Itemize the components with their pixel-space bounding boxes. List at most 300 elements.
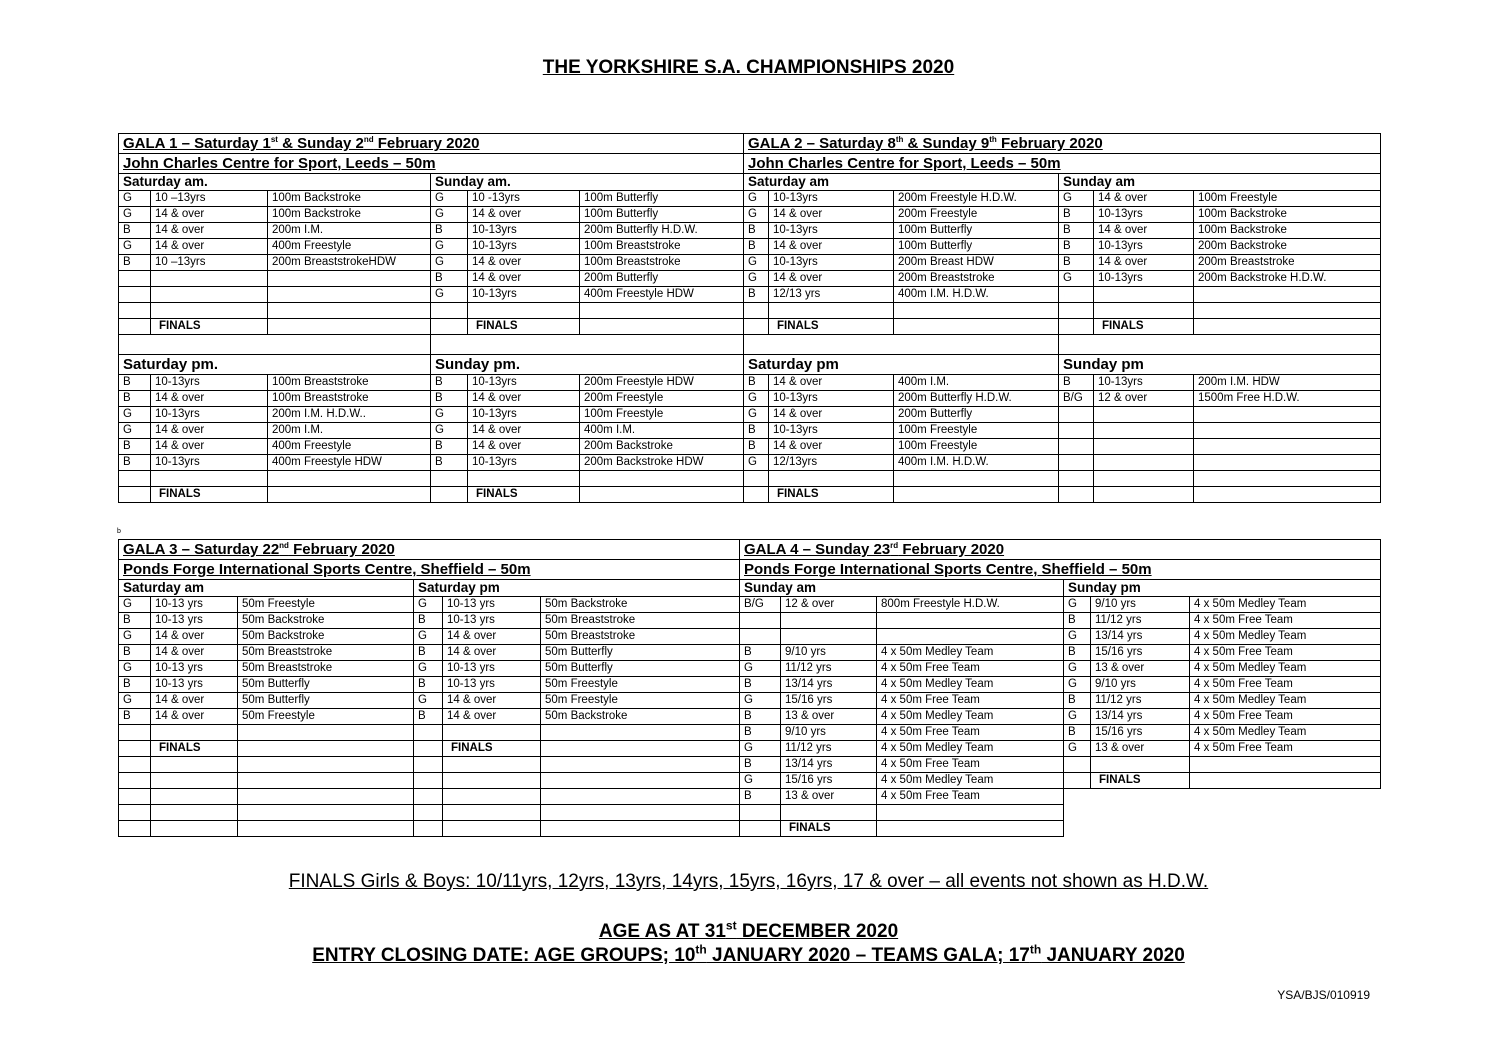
age-cell: 14 & over [443, 629, 541, 645]
age-cell: 14 & over [151, 207, 268, 223]
gender-cell [119, 303, 151, 319]
gender-cell: B [119, 645, 151, 661]
gala-4-title: GALA 4 – Sunday 23rd February 2020 [740, 540, 1381, 560]
session-header: Sunday pm [1059, 355, 1381, 375]
gender-cell: G [1064, 709, 1091, 725]
session-header: Saturday am. [119, 174, 431, 191]
event-row [119, 487, 1381, 503]
age-cell: 10-13yrs [1094, 271, 1194, 287]
age-cell: 14 & over [151, 439, 268, 455]
gender-cell [1059, 287, 1094, 303]
session-header: Saturday pm [414, 580, 740, 597]
event-cell [238, 757, 414, 773]
event-cell: 200m I.M. [268, 223, 431, 239]
age-cell: 14 & over [443, 709, 541, 725]
event-cell [580, 303, 744, 319]
age-cell [1094, 303, 1194, 319]
gender-cell: B/G [740, 597, 781, 613]
event-row [119, 741, 1381, 757]
age-cell: FINALS [151, 487, 268, 503]
event-cell [268, 471, 431, 487]
gender-cell: B [119, 455, 151, 471]
age-cell: 10-13yrs [1094, 375, 1194, 391]
age-cell: 10-13yrs [769, 255, 894, 271]
age-cell: FINALS [468, 487, 580, 503]
age-cell: 9/10 yrs [781, 645, 877, 661]
age-cell [151, 471, 268, 487]
event-cell: 100m Breaststroke [268, 375, 431, 391]
event-cell: 4 x 50m Free Team [877, 661, 1064, 677]
gender-cell: G [744, 271, 769, 287]
event-row [119, 255, 1381, 271]
age-cell [443, 789, 541, 805]
event-cell: 100m Butterfly [580, 207, 744, 223]
gala-4-venue: Ponds Forge International Sports Centre, Sheffield – 50m [740, 560, 1381, 580]
event-cell: 100m Freestyle [894, 439, 1059, 455]
age-note: AGE AS AT 31st DECEMBER 2020 [598, 918, 899, 942]
gender-cell: B [119, 439, 151, 455]
age-cell: 14 & over [769, 439, 894, 455]
age-cell: 14 & over [468, 423, 580, 439]
session-header: Saturday pm [744, 355, 1059, 375]
event-row [119, 191, 1381, 207]
gender-cell: B [431, 223, 468, 239]
age-cell: 10-13yrs [151, 455, 268, 471]
gender-cell: G [119, 661, 151, 677]
age-cell [1094, 439, 1194, 455]
finals-note: FINALS Girls & Boys: 10/11yrs, 12yrs, 13yrs, 14yrs, 15yrs, 16yrs, 17 & over – all events not shown as H.D.W. [288, 871, 1209, 892]
age-cell: 10 –13yrs [151, 191, 268, 207]
age-cell [1094, 287, 1194, 303]
gender-cell: G [744, 455, 769, 471]
event-cell: 200m Butterfly H.D.W. [894, 391, 1059, 407]
gender-cell: B [431, 391, 468, 407]
gender-cell [119, 821, 151, 837]
session-header: Sunday pm. [431, 355, 744, 375]
event-cell: 4 x 50m Free Team [877, 693, 1064, 709]
age-cell [443, 821, 541, 837]
gala-1-venue: John Charles Centre for Sport, Leeds – 50m [119, 154, 744, 174]
event-cell: 100m Freestyle [894, 423, 1059, 439]
event-cell: 4 x 50m Medley Team [1190, 597, 1381, 613]
event-row [119, 423, 1381, 439]
age-cell: 15/16 yrs [781, 693, 877, 709]
age-cell: 12 & over [781, 597, 877, 613]
gender-cell: B [744, 287, 769, 303]
event-row [119, 613, 1381, 629]
event-cell [1194, 287, 1381, 303]
event-cell: 4 x 50m Medley Team [877, 645, 1064, 661]
age-cell: 10-13yrs [151, 375, 268, 391]
age-cell [151, 303, 268, 319]
gender-cell: B [119, 223, 151, 239]
age-cell: 10-13yrs [468, 407, 580, 423]
event-cell: 200m Backstroke [1194, 239, 1381, 255]
gender-cell [1059, 487, 1094, 503]
gender-cell: G [431, 407, 468, 423]
gender-cell: G [744, 255, 769, 271]
age-cell [151, 725, 238, 741]
gender-cell: B [414, 613, 443, 629]
age-cell: 13/14 yrs [781, 677, 877, 693]
age-cell: 15/16 yrs [1091, 645, 1190, 661]
gender-cell [1059, 455, 1094, 471]
age-cell: 14 & over [769, 375, 894, 391]
age-cell: 15/16 yrs [781, 773, 877, 789]
event-cell: 50m Freestyle [238, 597, 414, 613]
age-cell: 14 & over [151, 223, 268, 239]
event-cell: 50m Backstroke [541, 709, 740, 725]
age-cell [151, 773, 238, 789]
gala-2-venue: John Charles Centre for Sport, Leeds – 50m [744, 154, 1381, 174]
age-cell: 10-13yrs [1094, 239, 1194, 255]
gender-cell: B/G [1059, 391, 1094, 407]
age-cell: 10-13yrs [468, 223, 580, 239]
age-cell: 10-13yrs [468, 287, 580, 303]
gender-cell: G [431, 239, 468, 255]
event-cell [1194, 471, 1381, 487]
gender-cell [119, 271, 151, 287]
event-row [119, 709, 1381, 725]
event-cell: 50m Breaststroke [541, 613, 740, 629]
age-cell [1091, 757, 1190, 773]
document-reference: YSA/BJS/010919 [1277, 988, 1370, 1002]
spacer-cell [119, 335, 431, 355]
gender-cell: B [740, 725, 781, 741]
age-cell: 10-13 yrs [443, 597, 541, 613]
event-cell: 100m Freestyle [580, 407, 744, 423]
event-cell: 800m Freestyle H.D.W. [877, 597, 1064, 613]
event-cell: 400m I.M. H.D.W. [894, 455, 1059, 471]
gender-cell [414, 725, 443, 741]
gender-cell: G [414, 693, 443, 709]
gender-cell: B [1059, 207, 1094, 223]
event-cell [1194, 487, 1381, 503]
age-cell: 11/12 yrs [781, 661, 877, 677]
event-cell [541, 725, 740, 741]
event-cell: 50m Breaststroke [541, 629, 740, 645]
gender-cell [740, 805, 781, 821]
event-row [119, 645, 1381, 661]
age-cell: 13 & over [1091, 741, 1190, 757]
gender-cell: G [119, 629, 151, 645]
event-row [119, 629, 1381, 645]
session-header: Sunday am. [431, 174, 744, 191]
gender-cell [740, 821, 781, 837]
event-cell [238, 741, 414, 757]
gender-cell: B [431, 271, 468, 287]
event-cell: 100m Breaststroke [580, 239, 744, 255]
gender-cell: G [740, 661, 781, 677]
gender-cell [1059, 423, 1094, 439]
gender-cell [431, 487, 468, 503]
event-cell: 100m Backstroke [268, 207, 431, 223]
gender-cell [744, 471, 769, 487]
event-cell: 400m I.M. H.D.W. [894, 287, 1059, 303]
age-cell: 14 & over [443, 693, 541, 709]
event-cell [541, 741, 740, 757]
gender-cell: G [1064, 741, 1091, 757]
gender-cell [414, 757, 443, 773]
gala-3-4-table [118, 539, 1381, 837]
event-cell: 4 x 50m Medley Team [1190, 725, 1381, 741]
gender-cell [119, 805, 151, 821]
event-cell [238, 773, 414, 789]
age-cell: FINALS [151, 319, 268, 335]
session-header: Sunday am [740, 580, 1064, 597]
event-cell: 200m Butterfly [580, 271, 744, 287]
event-cell: 200m Breaststroke [894, 271, 1059, 287]
age-cell: FINALS [769, 487, 894, 503]
event-cell: 200m Breast HDW [894, 255, 1059, 271]
gender-cell: B [1064, 725, 1091, 741]
age-cell: 10-13 yrs [151, 613, 238, 629]
event-cell [268, 319, 431, 335]
age-cell: 14 & over [151, 709, 238, 725]
event-cell [1194, 423, 1381, 439]
age-cell: 13/14 yrs [1091, 629, 1190, 645]
gender-cell [1059, 407, 1094, 423]
event-row [119, 821, 1381, 837]
gala-1-2-table [118, 133, 1381, 503]
gender-cell [119, 487, 151, 503]
event-cell [238, 821, 414, 837]
gender-cell: B [740, 709, 781, 725]
gala-3-title: GALA 3 – Saturday 22nd February 2020 [119, 540, 740, 560]
event-cell: 100m Backstroke [1194, 223, 1381, 239]
event-row [119, 207, 1381, 223]
gender-cell [414, 805, 443, 821]
event-cell: 50m Butterfly [238, 677, 414, 693]
age-cell: 10-13yrs [468, 455, 580, 471]
event-cell: 4 x 50m Free Team [877, 757, 1064, 773]
event-cell: 4 x 50m Free Team [877, 725, 1064, 741]
gender-cell [414, 821, 443, 837]
event-cell [894, 487, 1059, 503]
event-cell: 100m Backstroke [1194, 207, 1381, 223]
gender-cell: B [1059, 375, 1094, 391]
gender-cell [119, 741, 151, 757]
gender-cell [1059, 471, 1094, 487]
gender-cell [740, 629, 781, 645]
age-cell: 11/12 yrs [1091, 693, 1190, 709]
age-cell: FINALS [781, 821, 877, 837]
event-cell [268, 287, 431, 303]
gender-cell [1064, 773, 1091, 789]
event-cell: 200m Breaststroke [1194, 255, 1381, 271]
gender-cell [119, 471, 151, 487]
event-cell: 100m Butterfly [894, 223, 1059, 239]
event-cell: 400m I.M. [894, 375, 1059, 391]
gender-cell: B [1059, 223, 1094, 239]
age-cell: 10 –13yrs [151, 255, 268, 271]
gender-cell: G [744, 391, 769, 407]
age-cell [151, 271, 268, 287]
gender-cell: G [1059, 271, 1094, 287]
gender-cell: G [1064, 661, 1091, 677]
event-row [119, 239, 1381, 255]
age-cell: 13 & over [1091, 661, 1190, 677]
age-cell: 14 & over [769, 407, 894, 423]
age-cell: 14 & over [151, 423, 268, 439]
gender-cell: G [1064, 597, 1091, 613]
gender-cell [1059, 303, 1094, 319]
event-cell [238, 789, 414, 805]
gender-cell: B [1059, 239, 1094, 255]
event-cell: 200m Backstroke HDW [580, 455, 744, 471]
event-row [119, 471, 1381, 487]
gender-cell: G [119, 597, 151, 613]
gender-cell: B [119, 375, 151, 391]
age-cell: FINALS [151, 741, 238, 757]
age-cell: 10 -13yrs [468, 191, 580, 207]
event-cell: 4 x 50m Free Team [1190, 741, 1381, 757]
event-cell: 200m Backstroke [580, 439, 744, 455]
gender-cell [414, 741, 443, 757]
event-cell: 4 x 50m Free Team [877, 789, 1064, 805]
event-row [119, 677, 1381, 693]
age-cell: 14 & over [468, 207, 580, 223]
age-cell: 14 & over [468, 391, 580, 407]
gender-cell: B [1059, 255, 1094, 271]
event-cell: 100m Backstroke [268, 191, 431, 207]
age-cell: 13/14 yrs [781, 757, 877, 773]
gender-cell: G [414, 597, 443, 613]
event-cell: 200m I.M. [268, 423, 431, 439]
event-cell [541, 757, 740, 773]
gender-cell: B [744, 239, 769, 255]
age-cell: 14 & over [468, 439, 580, 455]
gender-cell: B [744, 423, 769, 439]
age-cell [443, 773, 541, 789]
age-cell: 14 & over [151, 693, 238, 709]
event-cell: 50m Butterfly [541, 645, 740, 661]
gender-cell: B [431, 439, 468, 455]
event-cell: 50m Butterfly [541, 661, 740, 677]
event-cell: 400m I.M. [580, 423, 744, 439]
event-cell: 4 x 50m Medley Team [1190, 661, 1381, 677]
event-cell: 200m I.M. H.D.W.. [268, 407, 431, 423]
gender-cell: G [119, 423, 151, 439]
event-cell: 200m Freestyle H.D.W. [894, 191, 1059, 207]
event-cell [238, 805, 414, 821]
gender-cell: G [119, 207, 151, 223]
event-row [119, 271, 1381, 287]
age-cell [1094, 407, 1194, 423]
gender-cell: B [740, 645, 781, 661]
gender-cell [119, 789, 151, 805]
event-row [119, 597, 1381, 613]
event-cell [877, 805, 1064, 821]
gala-2-title: GALA 2 – Saturday 8th & Sunday 9th February 2020 [744, 134, 1381, 154]
age-cell: 10-13 yrs [151, 677, 238, 693]
event-cell: 200m BreaststrokeHDW [268, 255, 431, 271]
event-row [119, 223, 1381, 239]
age-cell: 10-13 yrs [443, 677, 541, 693]
event-cell [1194, 455, 1381, 471]
gender-cell [1059, 439, 1094, 455]
gender-cell: G [744, 191, 769, 207]
event-cell: 200m Freestyle HDW [580, 375, 744, 391]
event-cell: 4 x 50m Medley Team [877, 741, 1064, 757]
entry-closing-date: ENTRY CLOSING DATE: AGE GROUPS; 10th JANUARY 2020 – TEAMS GALA; 17th JANUARY 2020 [312, 942, 1185, 966]
event-row [119, 693, 1381, 709]
gender-cell: G [414, 661, 443, 677]
stray-mark: b [117, 528, 121, 535]
age-cell: 14 & over [151, 645, 238, 661]
gender-cell: B [740, 677, 781, 693]
event-cell: 100m Breaststroke [580, 255, 744, 271]
age-cell: 10-13yrs [1094, 207, 1194, 223]
age-cell: 13 & over [781, 789, 877, 805]
age-cell: 9/10 yrs [1091, 597, 1190, 613]
event-cell [541, 773, 740, 789]
age-cell: 10-13 yrs [151, 597, 238, 613]
event-cell [894, 319, 1059, 335]
gender-cell: G [1064, 629, 1091, 645]
age-cell: 14 & over [468, 255, 580, 271]
gender-cell: G [740, 693, 781, 709]
age-cell: 13/14 yrs [1091, 709, 1190, 725]
event-cell [1190, 757, 1381, 773]
gender-cell: G [740, 741, 781, 757]
session-header: Saturday pm. [119, 355, 431, 375]
event-cell: 400m Freestyle HDW [580, 287, 744, 303]
gender-cell [744, 303, 769, 319]
age-cell [151, 805, 238, 821]
event-cell [541, 789, 740, 805]
gender-cell [744, 319, 769, 335]
gender-cell: G [431, 207, 468, 223]
event-cell: 50m Freestyle [541, 677, 740, 693]
event-cell: 50m Backstroke [238, 629, 414, 645]
age-cell [443, 805, 541, 821]
age-cell: FINALS [769, 319, 894, 335]
age-cell: 14 & over [151, 629, 238, 645]
event-cell: 200m Butterfly H.D.W. [580, 223, 744, 239]
gender-cell: G [119, 693, 151, 709]
event-row [119, 725, 1381, 741]
age-cell [468, 303, 580, 319]
spacer-cell [1059, 335, 1381, 355]
age-cell [443, 725, 541, 741]
age-cell: 10-13yrs [151, 407, 268, 423]
event-cell [541, 821, 740, 837]
age-cell: FINALS [1094, 319, 1194, 335]
age-cell [1094, 423, 1194, 439]
event-cell: 4 x 50m Medley Team [877, 709, 1064, 725]
event-cell: 200m Freestyle [580, 391, 744, 407]
event-cell: 4 x 50m Medley Team [1190, 693, 1381, 709]
age-cell: 10-13yrs [769, 391, 894, 407]
gender-cell [119, 319, 151, 335]
event-cell [1190, 773, 1381, 789]
age-cell [769, 303, 894, 319]
age-cell: 14 & over [151, 391, 268, 407]
event-cell [268, 271, 431, 287]
age-cell [151, 757, 238, 773]
gender-cell [119, 757, 151, 773]
age-cell: 10-13yrs [769, 191, 894, 207]
gender-cell: G [744, 207, 769, 223]
age-cell [1094, 487, 1194, 503]
age-cell: 9/10 yrs [1091, 677, 1190, 693]
age-cell: 14 & over [1094, 255, 1194, 271]
event-row [119, 391, 1381, 407]
age-cell [443, 757, 541, 773]
event-row [119, 805, 1381, 821]
gender-cell: G [414, 629, 443, 645]
